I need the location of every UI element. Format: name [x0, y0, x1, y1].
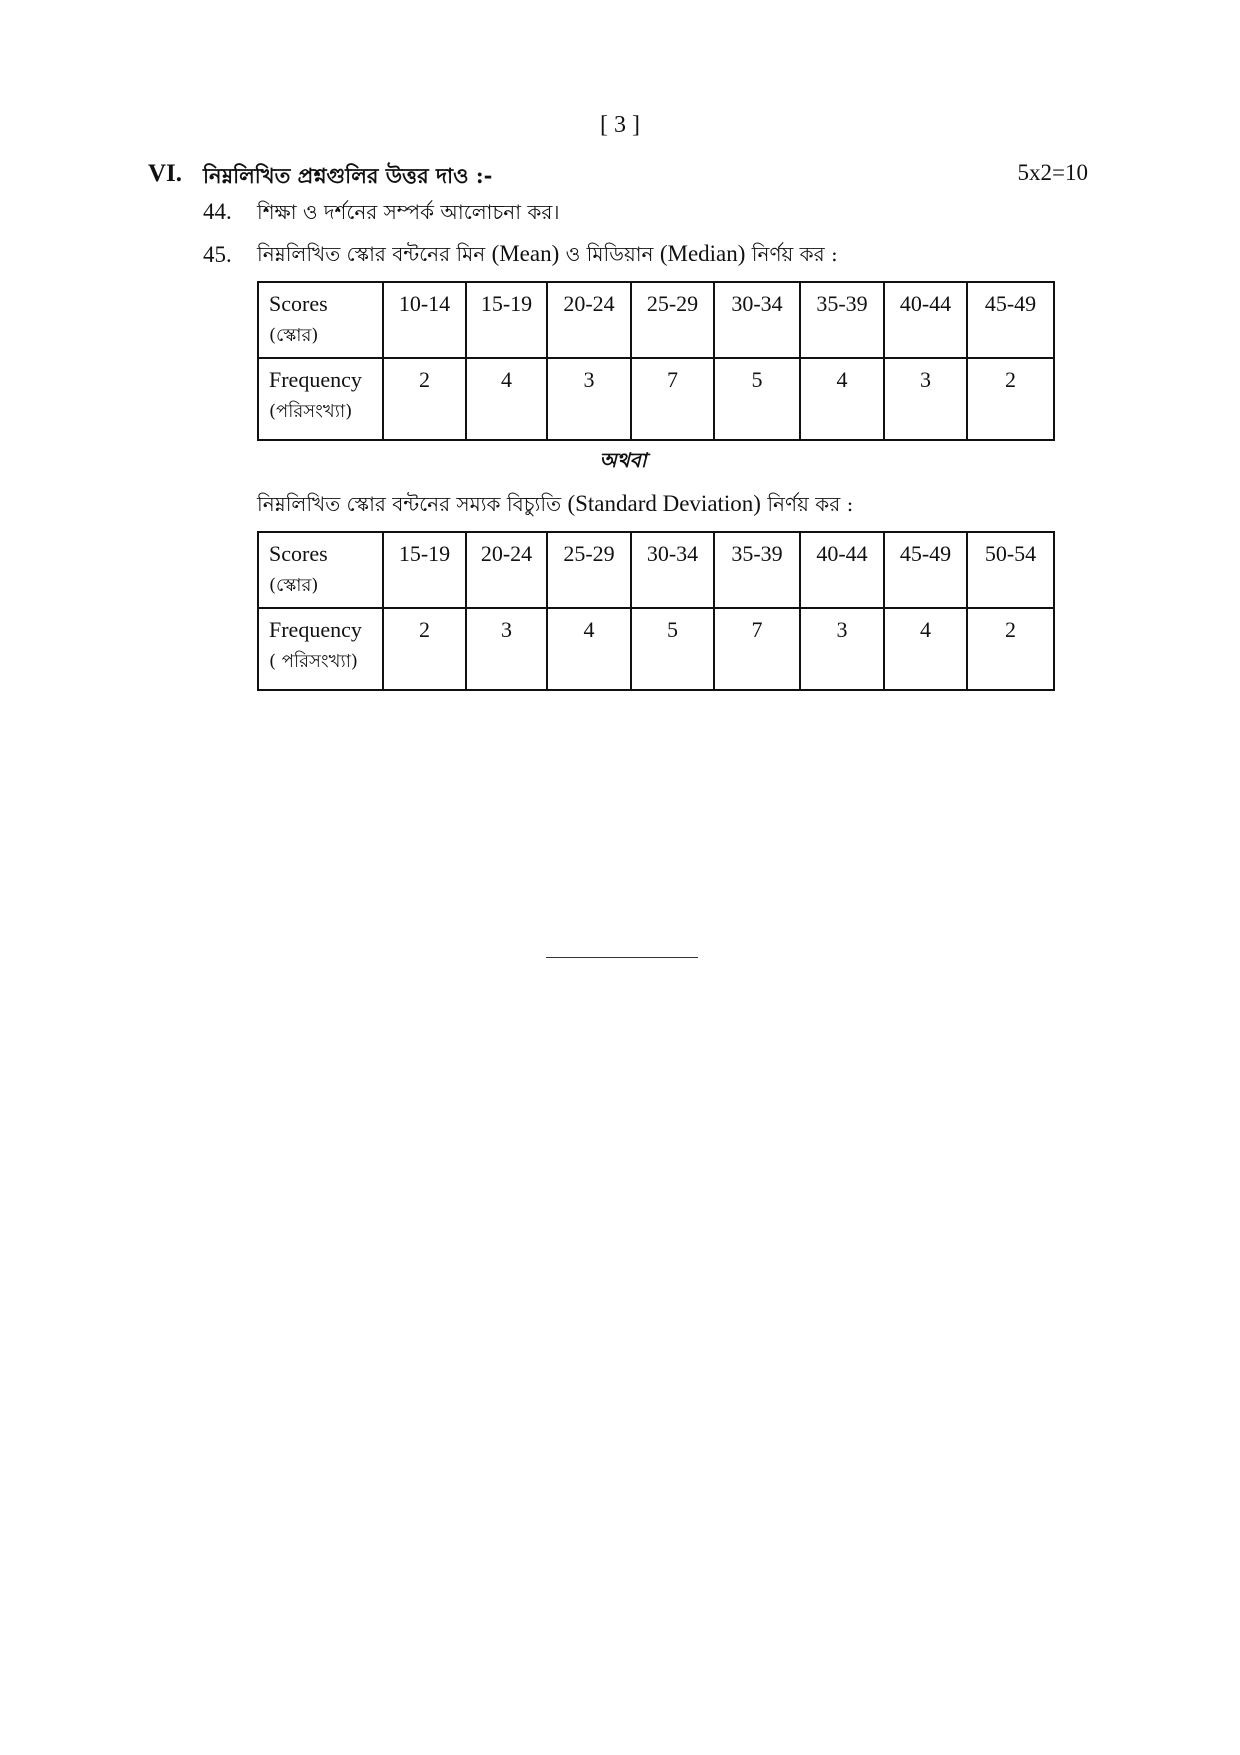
question-44-text: শিক্ষা ও দর্শনের সম্পর্ক আলোচনা কর।: [257, 200, 560, 224]
score-cell: 30-34: [714, 282, 800, 358]
page-number: [ 3 ]: [600, 112, 640, 138]
frequency-cell: 7: [714, 608, 800, 690]
score-cell: 45-49: [967, 282, 1054, 358]
score-cell: 40-44: [884, 282, 967, 358]
frequency-label-bengali: (পরিসংখ্যা): [269, 401, 353, 422]
question-45-term-mean: (Mean): [491, 241, 560, 266]
frequency-cell: 5: [714, 358, 800, 440]
alternative-question-text: [257, 489, 853, 519]
question-44-number: 44.: [203, 199, 232, 224]
question-45-text-part-c: নির্ণয় কর :: [745, 242, 838, 266]
scores-label: Scores: [269, 291, 328, 316]
scores-row-header: [258, 532, 383, 608]
score-cell: 40-44: [800, 532, 884, 608]
frequency-cell: 5: [631, 608, 714, 690]
question-45-text-part-b: ও মিডিয়ান: [559, 242, 660, 266]
alternative-question-term-sd: (Standard Deviation): [567, 491, 761, 516]
section-numeral: VI.: [148, 160, 183, 187]
score-cell: 35-39: [714, 532, 800, 608]
scores-label-bengali: (স্কোর): [269, 325, 319, 346]
scores-label-bengali: (স্কোর): [269, 575, 319, 596]
frequency-cell: 7: [631, 358, 714, 440]
alternative-question-text-part-b: নির্ণয় কর :: [760, 492, 854, 516]
or-label-text: অথবা: [599, 448, 647, 472]
question-45-number: 45.: [203, 242, 232, 267]
end-of-page-rule: [546, 957, 698, 958]
score-cell: 45-49: [884, 532, 967, 608]
frequency-row: [258, 358, 1054, 440]
score-cell: 35-39: [800, 282, 884, 358]
frequency-row-header: [258, 358, 383, 440]
scores-row: [258, 532, 1054, 608]
frequency-cell: 2: [967, 608, 1054, 690]
frequency-label: Frequency: [269, 617, 362, 642]
section-marks: 5x2=10: [1017, 160, 1088, 185]
score-cell: 25-29: [547, 532, 631, 608]
question-45-text-part-a: নিম্নলিখিত স্কোর বন্টনের মিন: [257, 242, 492, 266]
frequency-cell: 3: [466, 608, 547, 690]
score-cell: 20-24: [547, 282, 631, 358]
or-label: [0, 446, 1240, 479]
score-cell: 20-24: [466, 532, 547, 608]
scores-row-header: [258, 282, 383, 358]
frequency-label-bengali: ( পরিসংখ্যা): [269, 651, 358, 672]
frequency-row-header: [258, 608, 383, 690]
score-cell: 30-34: [631, 532, 714, 608]
frequency-cell: 2: [383, 358, 466, 440]
frequency-cell: 4: [547, 608, 631, 690]
frequency-label: Frequency: [269, 367, 362, 392]
frequency-cell: 2: [383, 608, 466, 690]
score-cell: 25-29: [631, 282, 714, 358]
frequency-cell: 4: [884, 608, 967, 690]
score-cell: 50-54: [967, 532, 1054, 608]
scores-label: Scores: [269, 541, 328, 566]
frequency-row: [258, 608, 1054, 690]
frequency-cell: 3: [884, 358, 967, 440]
score-cell: 10-14: [383, 282, 466, 358]
frequency-cell: 3: [547, 358, 631, 440]
score-table-standard-deviation: [257, 531, 1055, 691]
question-45-term-median: (Median): [659, 241, 746, 266]
score-cell: 15-19: [383, 532, 466, 608]
frequency-cell: 4: [466, 358, 547, 440]
frequency-cell: 2: [967, 358, 1054, 440]
score-cell: 15-19: [466, 282, 547, 358]
section-heading: নিম্নলিখিত প্রশ্নগুলির উত্তর দাও :-: [203, 163, 493, 188]
score-table-mean-median: [257, 281, 1055, 441]
scores-row: [258, 282, 1054, 358]
frequency-cell: 3: [800, 608, 884, 690]
frequency-cell: 4: [800, 358, 884, 440]
alternative-question-text-part-a: নিম্নলিখিত স্কোর বন্টনের সম্যক বিচ্যুতি: [257, 492, 568, 516]
question-45-text: [257, 239, 838, 269]
